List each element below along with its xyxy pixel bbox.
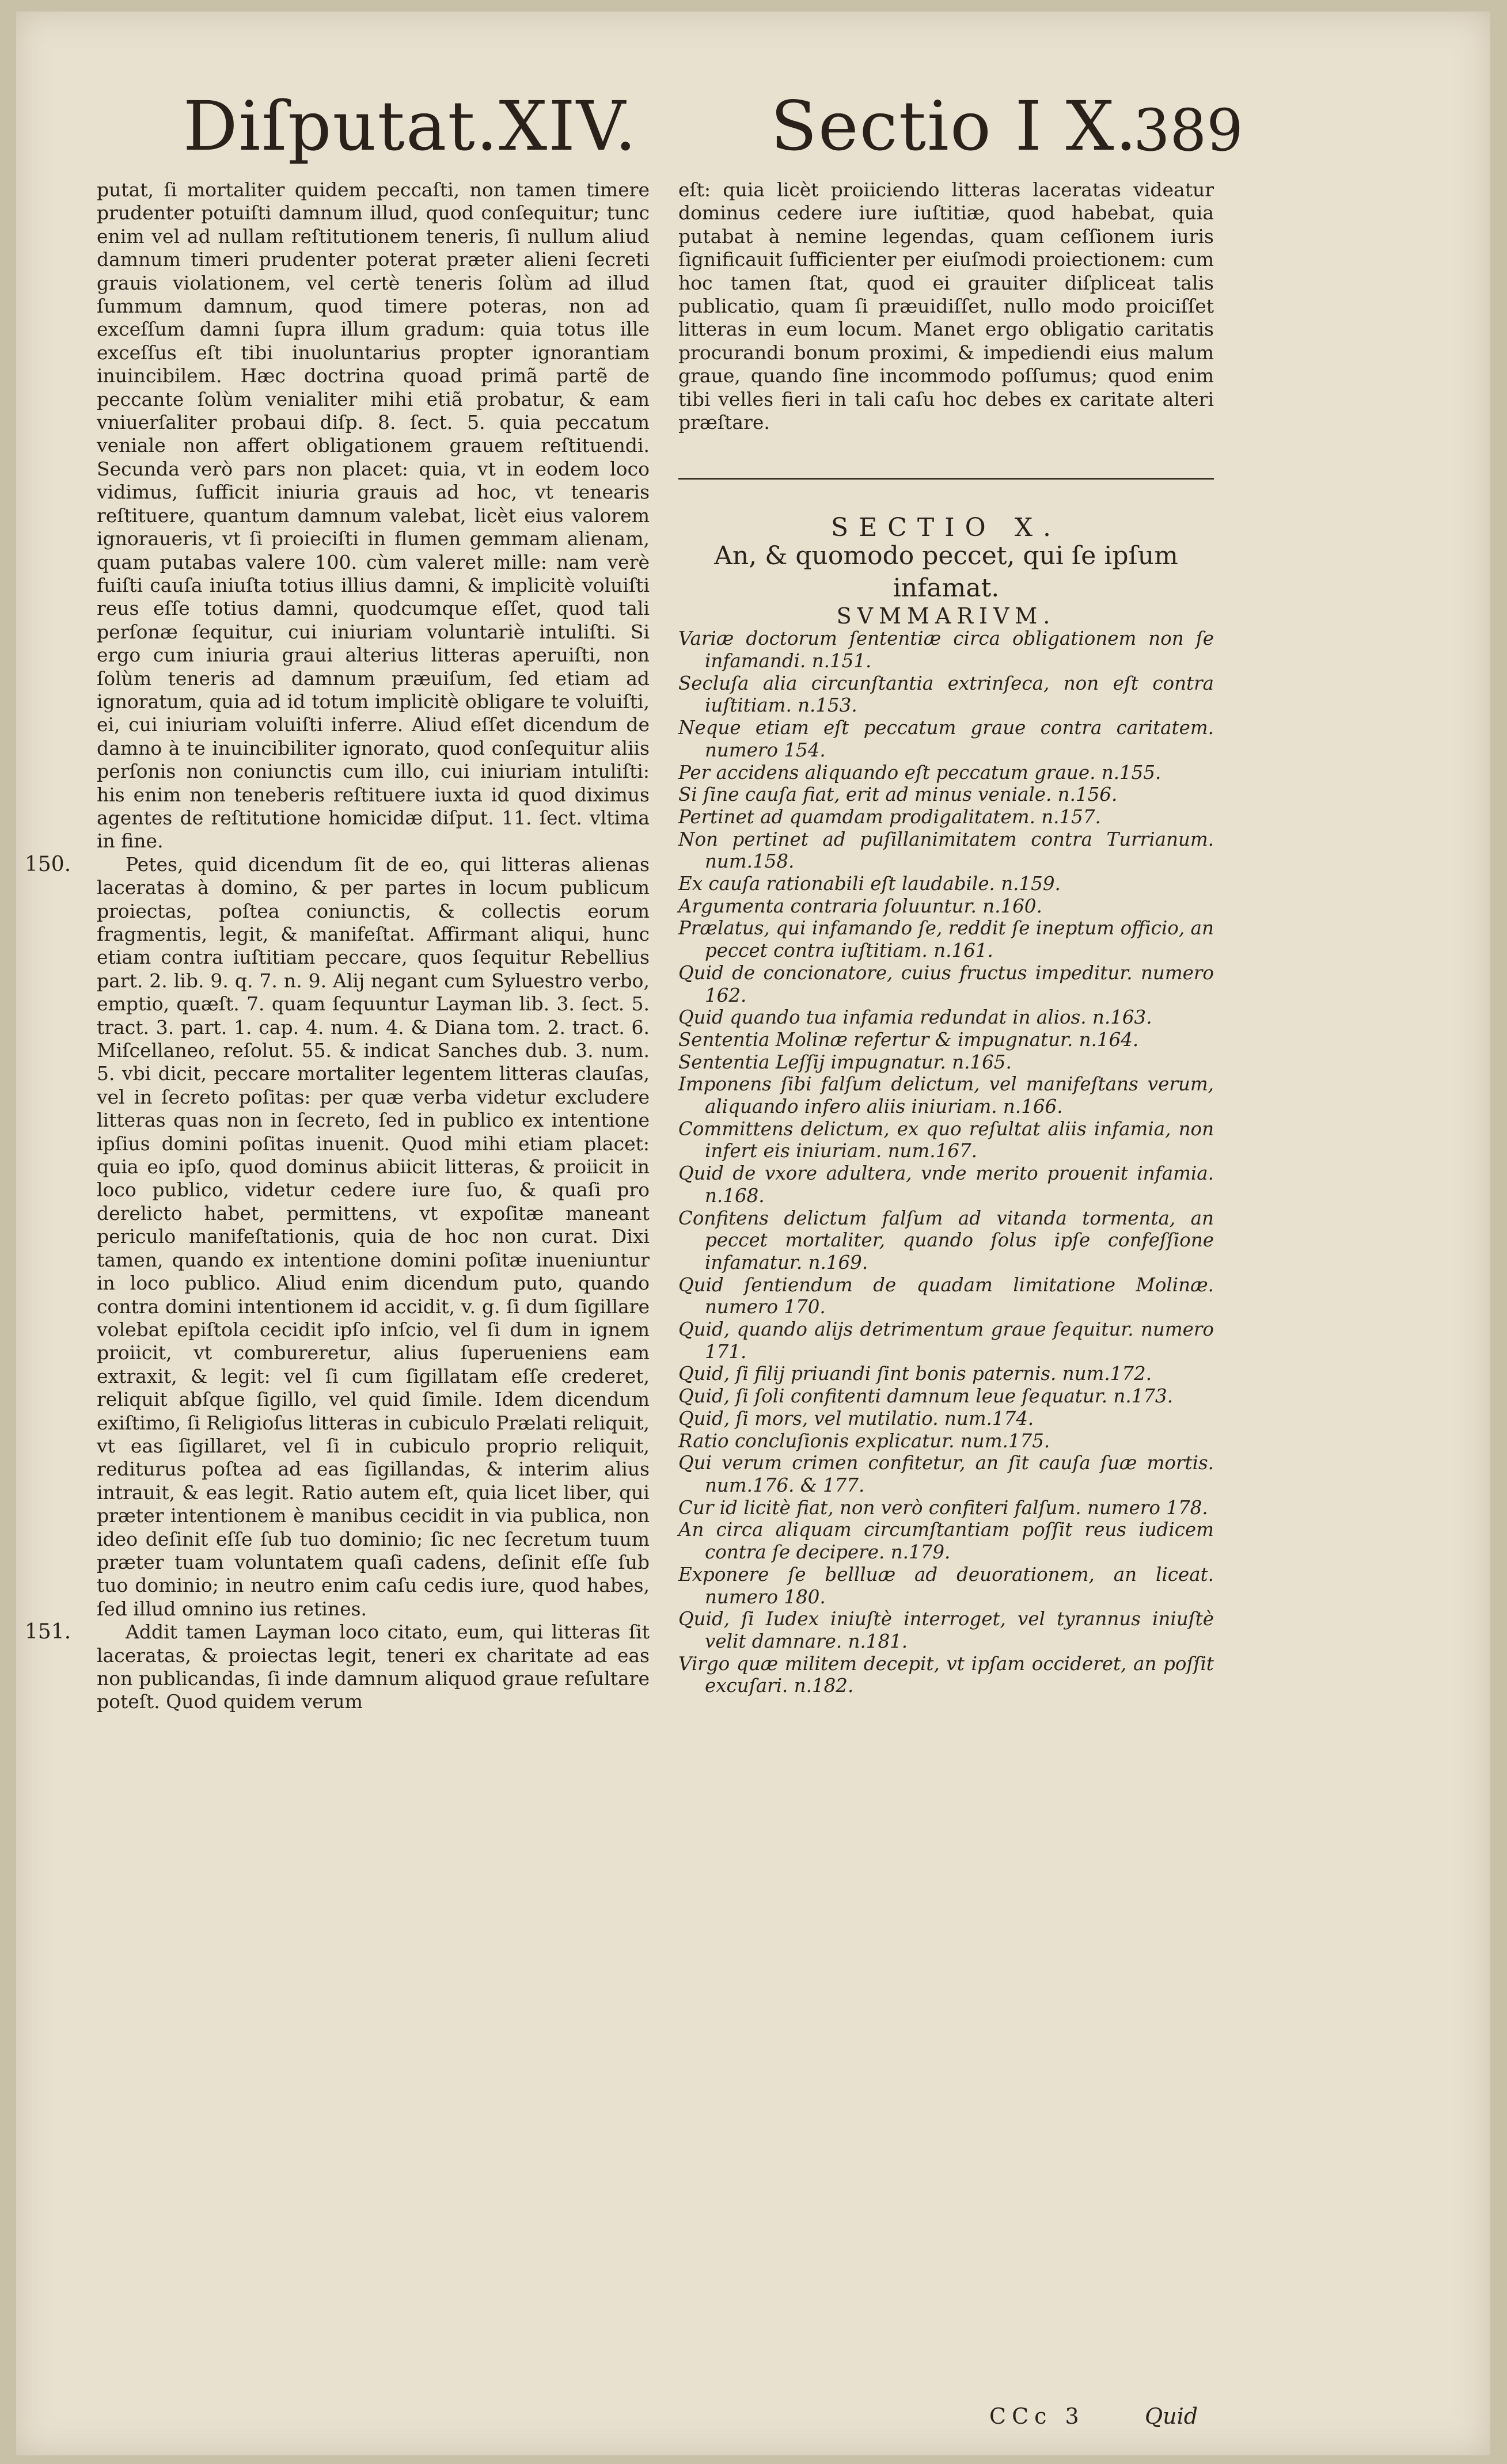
summary-item: Committens delictum, ex quo reſultat aliis infamia, non infert eis iniuriam. num.167. (678, 1117, 1214, 1162)
summary-list (678, 628, 1214, 1697)
summary-item: Ratio concluſionis explicatur. num.175. (678, 1429, 1050, 1452)
summary-title: SVMMARIVM. (836, 603, 1056, 629)
signature-mark: CCc 3 (989, 2404, 1085, 2429)
summary-item: Quid, ſi Iudex iniuſtè interroget, vel tyrannus iniuſtè velit damnare. n.181. (678, 1608, 1214, 1652)
summary-item: An circa aliquam circumſtantiam poſſit reus iudicem contra ſe decipere. n.179. (678, 1519, 1214, 1564)
paragraph-150 (25, 852, 650, 1621)
summary-item: Non pertinet ad puſillanimitatem contra Turrianum. num.158. (678, 828, 1214, 873)
paragraph-151 (25, 1620, 650, 1714)
summary-item: Virgo quæ militem decepit, vt ipſam occideret, an poſſit excuſari. n.182. (678, 1652, 1214, 1697)
left-column (25, 178, 650, 1714)
header-section: Sectio I X. (770, 86, 1138, 166)
catchword: Quid (1145, 2404, 1198, 2429)
summary-item: Quid quando tua infamia redundat in alios. n.163. (678, 1006, 1152, 1029)
summary-item: Secluſa alia circunſtantia extrinſeca, non eſt contra iuſtitiam. n.153. (678, 672, 1214, 717)
summary-item: Quid ſentiendum de quadam limitatione Molinæ. numero 170. (678, 1273, 1214, 1318)
paragraph-151-text: Addit tamen Layman loco citato, eum, qui litteras ſit laceratas, & proiectas legit, teneri ex charitate ad eas non publicandas, ſi inde damnum aliquod graue reſultare poteſt. Quod quidem verum (97, 1621, 650, 1713)
paragraph-150-text: Petes, quid dicendum ſit de eo, qui litteras alienas laceratas à domino, & per partes in locum publicum proiectas, poſtea coniunctis, & collectis eorum fragmentis, legit, & manifeſtat. Affirmant aliqui, hunc etiam contra iuſtitiam peccare, quos ſequitur Rebellius part. 2. lib. 9. q. 7. n. 9. Alij negant cum Syluestro verbo, emptio, quæſt. 7. quam ſequuntur Layman lib. 3. ſect. 5. tract. 3. part. 1. cap. 4. num. 4. & Diana tom. 2. tract. 6. Miſcellaneo, reſolut. 55. & indicat Sanches dub. 3. num. 5. vbi dicit, peccare mortaliter legentem litteras clauſas, vel in ſecreto poſitas: per quæ verba videtur excludere litteras quas non in ſecreto, ſed in publico ex intentione ipſius domini poſitas inuenit. Quod mihi etiam placet: quia eo ipſo, quod dominus abiicit litteras, & proiicit in loco publico, videtur cedere iure ſuo, & quaſi pro derelicto habet, permittens, vt expoſitæ maneant periculo manifeſtationis, quia de hoc non curat. Dixi tamen, quando ex intentione domini poſitæ inueniuntur in loco publico. Aliud enim dicendum puto, quando contra domini intentionem id accidit, v. g. ſi dum ſigillare volebat epiſtola cecidit ipſo inſcio, vel ſi dum in ignem proiicit, vt combureretur, alius ſuperueniens eam extraxit, & legit: vel ſi cum ſigillatam eſſe crederet, reliquit abſque ſigillo, vel quid ſimile. Idem dicendum exiſtimo, ſi Religioſus litteras in cubiculo Prælati reliquit, vt eas ſigillaret, vel ſi in cubiculo proprio reliquit, rediturus poſtea ad eas ſigillandas, & interim alius intrauit, & eas legit. Ratio autem eſt, quia licet liber, qui præter intentionem è manibus cecidit in via publica, non ideo deſinit eſſe ſub tuo dominio; ſic nec ſecretum tuum præter tuam voluntatem quaſi cadens, deſinit eſſe ſub tuo dominio; in neutro enim caſu cedis iure, quod habes, ſed illud omnino ius retines. (97, 853, 650, 1620)
section-title: SECTIO X. (830, 513, 1062, 543)
summary-item: Pertinet ad quamdam prodigalitatem. n.157. (678, 805, 1101, 828)
section-divider (678, 478, 1214, 480)
summary-item: Sententia Molinæ refertur & impugnatur. n.164. (678, 1028, 1139, 1051)
summary-item: Qui verum crimen confitetur, an ſit cauſa ſuæ mortis. num.176. & 177. (678, 1452, 1214, 1496)
right-column (678, 178, 1214, 1697)
summary-item: Cur id licitè fiat, non verò confiteri falſum. numero 178. (678, 1496, 1208, 1519)
summary-item: Ex cauſa rationabili eſt laudabile. n.159. (678, 873, 1061, 895)
margin-number-150: 150. (25, 852, 71, 876)
paragraph-continuation-right: eſt: quia licèt proiiciendo litteras laceratas videatur dominus cedere iure iuſtitiæ, quod habebat, quia putabat à nemine legendas, quam ceſſionem iuris ſignificauit ſufficienter per eiuſmodi proiectionem: cum hoc tamen ſtat, quod ei grauiter diſpliceat talis publicatio, quam ſi præuidiſſet, nullo modo proiciſſet litteras in eum locum. Manet ergo obligatio caritatis procurandi bonum proximi, & impediendi eius malum graue, quando ſine incommodo poſſumus; quod enim tibi velles fieri in tali caſu hoc debes ex caritate alteri præſtare. (678, 178, 1214, 434)
running-header (16, 81, 1490, 178)
header-disputation: Diſputat.XIV. (183, 86, 637, 166)
summary-item: Quid de concionatore, cuius fructus impeditur. numero 162. (678, 961, 1214, 1006)
summary-item: Quid, quando alijs detrimentum graue ſequitur. numero 171. (678, 1318, 1214, 1363)
summary-item: Neque etiam eſt peccatum graue contra caritatem. numero 154. (678, 717, 1214, 761)
page-number: 389 (1133, 97, 1243, 164)
summary-item: Quid, ſi filij priuandi ſint bonis paternis. num.172. (678, 1363, 1152, 1385)
summary-item: Si ſine cauſa fiat, erit ad minus veniale. n.156. (678, 784, 1118, 806)
section-question: An, & quomodo peccet, qui ſe ipſum infamat. (714, 541, 1178, 603)
summary-item: Exponere ſe bellluæ ad deuorationem, an liceat. numero 180. (678, 1563, 1214, 1608)
margin-number-151: 151. (25, 1620, 71, 1644)
summary-item: Sententia Leſſij impugnatur. n.165. (678, 1051, 1012, 1073)
book-page (16, 12, 1490, 2455)
summary-item: Variæ doctorum ſententiæ circa obligationem non ſe infamandi. n.151. (678, 628, 1214, 672)
paragraph-continuation: putat, ſi mortaliter quidem peccaſti, non tamen timere prudenter potuiſti damnum illud, quod conſequitur; tunc enim vel ad nullam reſtitutionem teneris, ſi nullum aliud damnum timeri prudenter poterat præter alieni ſecreti grauis violationem, vel certè teneris ſolùm ad illud ſummum damnum, quod timere poteras, non ad exceſſum damni ſupra illum gradum: quia totus ille exceſſus eſt tibi inuoluntarius propter ignorantiam inuincibilem. Hæc doctrina quoad primã partẽ de peccante ſolùm venialiter mihi etiã probatur, & eam vniuerſaliter probaui diſp. 8. ſect. 5. quia peccatum veniale non affert obligationem grauem reſtituendi. Secunda verò pars non placet: quia, vt in eodem loco vidimus, ſufficit iniuria grauis ad hoc, vt tenearis reſtituere, quantum damnum valebat, licèt eius valorem ignoraueris, vt ſi proieciſti in flumen gemmam alienam, quam putabas valere 100. cùm valeret mille: nam verè fuiſti cauſa iniuſta totius illius damni, & implicitè voluiſti reus eſſe totius damni, quodcumque eſſet, quod tali perſonæ ſequitur, cui iniuriam voluntariè intuliſti. Si ergo cum iniuria graui alterius litteras aperuiſti, non ſolùm teneris ad damnum præuiſum, ſed etiam ad ignoratum, quia ad id totum implicitè obligare te voluiſti, ei, cui iniuriam voluiſti inferre. Aliud eſſet dicendum de damno à te inuincibiliter ignorato, quod conſequitur aliis perſonis non coniunctis cum illo, cui iniuriam intuliſti: his enim non teneberis reſtituere iuxta id quod diximus agentes de reſtitutione homicidæ diſput. 11. ſect. vltima in fine. (97, 178, 650, 853)
summary-item: Imponens ſibi falſum delictum, vel manifeſtans verum, aliquando infero aliis iniuriam. n.166. (678, 1073, 1214, 1118)
summary-item: Per accidens aliquando eſt peccatum graue. n.155. (678, 761, 1161, 784)
summary-item: Argumenta contraria ſoluuntur. n.160. (678, 895, 1042, 917)
summary-item: Confitens delictum falſum ad vitanda tormenta, an peccet mortaliter, quando ſolus ipſe confeſſione infamatur. n.169. (678, 1207, 1214, 1273)
summary-item: Quid, ſi mors, vel mutilatio. num.174. (678, 1407, 1034, 1429)
summary-item: Prælatus, qui infamando ſe, reddit ſe ineptum officio, an peccet contra iuſtitiam. n.161. (678, 917, 1214, 962)
summary-item: Quid, ſi ſoli confitenti damnum leue ſequatur. n.173. (678, 1385, 1174, 1408)
summary-item: Quid de vxore adultera, vnde merito prouenit infamia. n.168. (678, 1162, 1214, 1207)
